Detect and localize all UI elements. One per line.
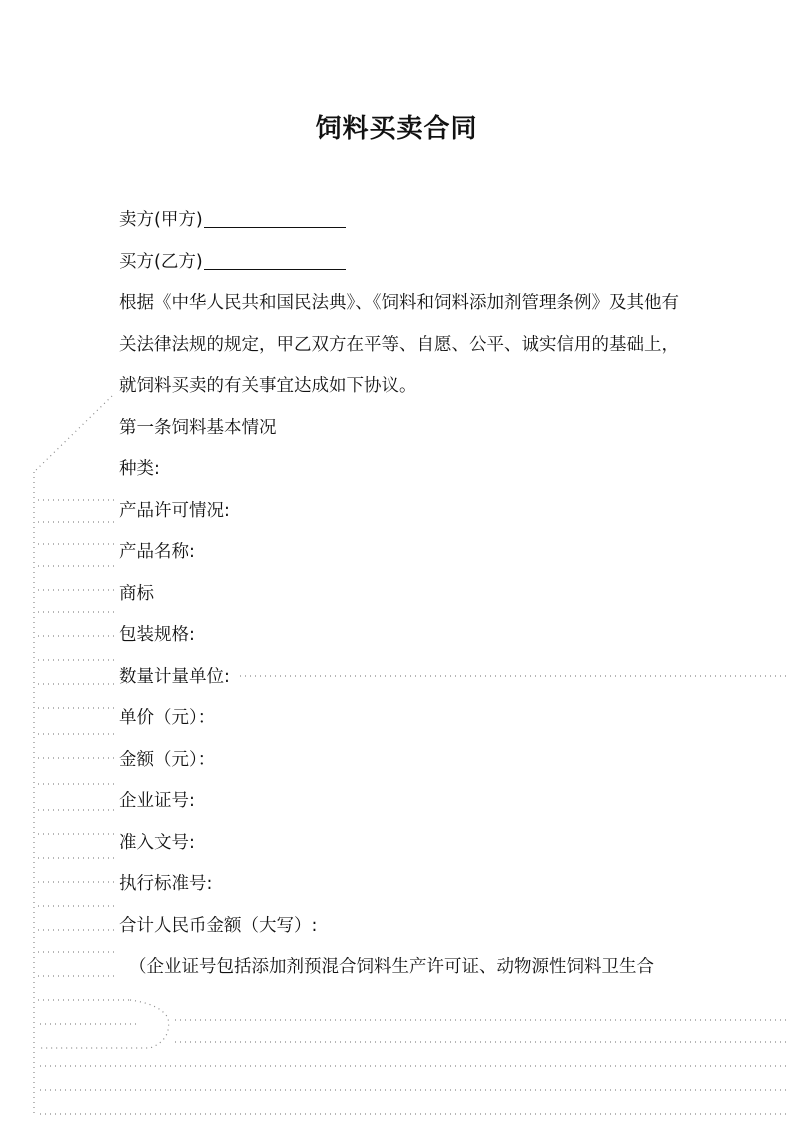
buyer-blank [204, 249, 346, 270]
field-unit-price: 单价（元）： [119, 708, 216, 728]
field-license: 产品许可情况: [119, 500, 230, 521]
section-heading: 第一条饲料基本情况 [119, 417, 277, 438]
field-trademark: 商标 [119, 583, 154, 604]
field-total-amount: 合计人民币金额（大写）: [119, 915, 318, 936]
seller-line [119, 200, 689, 242]
contract-title: 饲料买卖合同 [315, 114, 478, 144]
seller-label: 卖方(甲方) [119, 210, 203, 230]
field-unit: 数量计量单位: [119, 666, 230, 687]
field-enterprise-cert: 企业证号: [119, 791, 195, 811]
field-package-spec: 包装规格: [119, 625, 195, 645]
intro-paragraph: 根据《中华人民共和国民法典》、《饲料和饲料添加剂管理条例》及其他有关法律法规的规定，甲乙双方在平等、自愿、公平、诚实信用的基础上，就饲料买卖的有关事宜达成如下协议。 [119, 293, 679, 396]
contract-body [119, 200, 689, 989]
seller-blank [204, 207, 346, 228]
field-amount: 金额（元）： [119, 749, 216, 770]
field-type: 种类: [119, 459, 160, 479]
field-standard-number: 执行标准号: [119, 874, 213, 894]
field-approval-number: 准入文号: [119, 832, 195, 853]
note-line: （企业证号包括添加剂预混合饲料生产许可证、动物源性饲料卫生合 [129, 957, 654, 977]
field-product-name: 产品名称: [119, 542, 195, 562]
buyer-line [119, 242, 689, 284]
buyer-label: 买方(乙方) [119, 251, 203, 272]
